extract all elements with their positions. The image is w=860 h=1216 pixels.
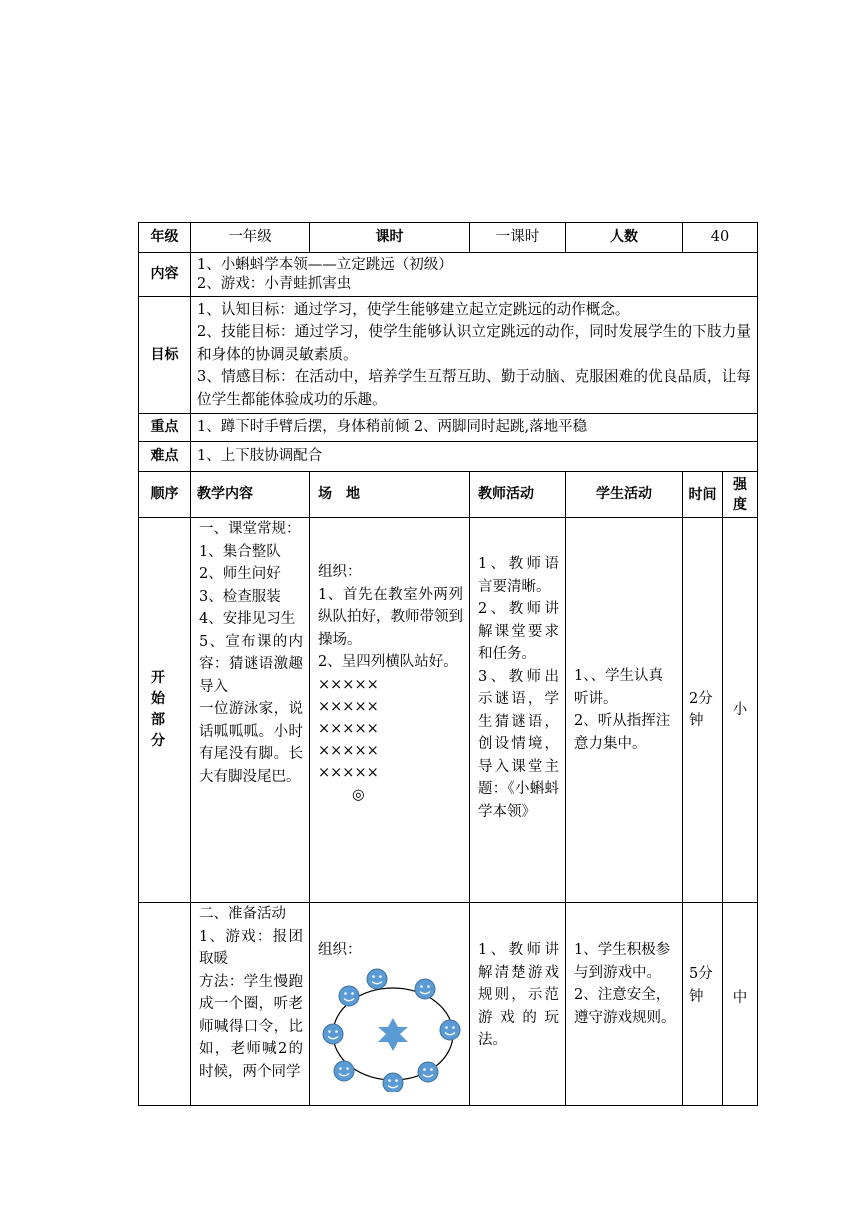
formation-row: ××××× bbox=[318, 764, 379, 781]
s1-content-line: 1、集合整队 bbox=[199, 543, 281, 560]
s2-student-line: 2、注意安全，遵守游戏规则。 bbox=[574, 987, 676, 1026]
lesson-plan-table bbox=[138, 222, 758, 1106]
s1-content-line: 2、师生问好 bbox=[199, 566, 281, 582]
col-teacher: 教师活动 bbox=[470, 472, 566, 518]
col-order: 顺序 bbox=[139, 472, 191, 518]
section-warmup-row bbox=[139, 903, 758, 1106]
grade-label: 年级 bbox=[139, 223, 191, 253]
col-venue: 场 地 bbox=[310, 472, 470, 518]
col-student: 学生活动 bbox=[566, 472, 683, 518]
smiley-icon bbox=[418, 1062, 438, 1082]
goal-affective: 3、情感目标：在活动中，培养学生互帮互助、勤于动脑、克服困难的优良品质，让每位学生都能体验成功的乐趣。 bbox=[197, 368, 752, 408]
section-start-teacher bbox=[470, 518, 566, 903]
goal-skill: 2、技能目标：通过学习，使学生能够认识立定跳远的动作，同时发展学生的下肢力量和身体的协调灵敏素质。 bbox=[197, 323, 752, 363]
section-start-intensity: 小 bbox=[723, 518, 758, 903]
s1-content-line: 4、安排见习生 bbox=[199, 611, 296, 627]
section-warmup-student bbox=[566, 903, 683, 1106]
s2-content-line: 二、准备活动 bbox=[199, 906, 286, 922]
difficulties-label: 难点 bbox=[139, 442, 191, 472]
s2-teacher-line: 1、教师讲解清楚游戏规则，示范游戏的玩法。 bbox=[478, 942, 559, 1048]
content-row bbox=[139, 253, 758, 297]
difficulties-row bbox=[139, 442, 758, 472]
section-start-row bbox=[139, 518, 758, 903]
period-value: 一课时 bbox=[470, 223, 566, 253]
smiley-icon bbox=[415, 979, 435, 999]
s1-content-line: 一、课堂常规： bbox=[199, 521, 301, 537]
smiley-icon bbox=[323, 1024, 343, 1044]
smiley-icon bbox=[383, 1073, 403, 1092]
warmup-circle-diagram bbox=[316, 962, 466, 1092]
s1-teacher-line: 1、教师语言要清晰。 bbox=[478, 556, 559, 595]
col-intensity: 强度 bbox=[723, 472, 758, 518]
star-icon bbox=[378, 1018, 408, 1051]
section-warmup-intensity: 中 bbox=[723, 903, 758, 1106]
col-content: 教学内容 bbox=[191, 472, 310, 518]
column-header-row bbox=[139, 472, 758, 518]
formation-row: ××××× bbox=[318, 676, 379, 693]
section-start-student bbox=[566, 518, 683, 903]
s1-content-line: 5、宣布课的内容：猜谜语激趣导入 bbox=[199, 633, 303, 695]
s1-venue-line: 1、首先在教室外两列纵队拍好，教师带领到操场。 bbox=[318, 586, 463, 648]
s1-student-line: 1、、学生认真听讲。 bbox=[574, 668, 663, 707]
goals-label: 目标 bbox=[139, 297, 191, 414]
section-warmup-teacher bbox=[470, 903, 566, 1106]
content-line-2: 2、游戏：小青蛙抓害虫 bbox=[197, 275, 352, 292]
period-label: 课时 bbox=[310, 223, 470, 253]
section-start-venue bbox=[310, 518, 470, 903]
formation-row: ××××× bbox=[318, 698, 379, 715]
smiley-icon bbox=[339, 986, 359, 1006]
teacher-position-icon: ◎ bbox=[352, 786, 365, 803]
s1-venue-line: 2、呈四列横队站好。 bbox=[318, 654, 458, 670]
section-warmup-venue bbox=[310, 903, 470, 1106]
smiley-icon bbox=[334, 1061, 354, 1081]
formation-row: ××××× bbox=[318, 742, 379, 759]
key-points-row bbox=[139, 414, 758, 442]
key-points-text: 1、蹲下时手臂后摆，身体稍前倾 2、两脚同时起跳,落地平稳 bbox=[191, 414, 758, 442]
content-text bbox=[191, 253, 758, 297]
grade-value: 一年级 bbox=[191, 223, 310, 253]
formation-grid bbox=[318, 674, 463, 806]
s2-venue-line: 组织： bbox=[318, 942, 362, 958]
s1-venue-line: 组织： bbox=[318, 564, 362, 580]
formation-row: ××××× bbox=[318, 720, 379, 737]
section-warmup-content bbox=[191, 903, 310, 1106]
count-value: 40 bbox=[683, 223, 758, 253]
content-line-1: 1、小蝌蚪学本领——立定跳远（初级） bbox=[197, 256, 453, 273]
count-label: 人数 bbox=[566, 223, 683, 253]
difficulties-text: 1、上下肢协调配合 bbox=[191, 442, 758, 472]
key-points-label: 重点 bbox=[139, 414, 191, 442]
s1-content-line: 一位游泳家，说话呱呱呱。小时有尾没有脚。长大有脚没尾巴。 bbox=[199, 701, 303, 785]
s1-teacher-line: 2、教师讲解课堂要求和任务。 bbox=[478, 601, 559, 662]
goal-cognitive: 1、认知目标：通过学习，使学生能够建立起立定跳远的动作概念。 bbox=[197, 300, 630, 318]
s1-content-line: 3、检查服装 bbox=[199, 588, 281, 605]
s1-student-line: 2、听从指挥注意力集中。 bbox=[574, 713, 671, 752]
smiley-icon bbox=[367, 969, 387, 989]
s2-content-line: 1、游戏：报团取暖 bbox=[199, 928, 303, 967]
section-start-content bbox=[191, 518, 310, 903]
goals-row bbox=[139, 297, 758, 414]
smiley-icon bbox=[440, 1020, 460, 1040]
s2-student-line: 1、学生积极参与到游戏中。 bbox=[574, 942, 671, 981]
section-warmup-label bbox=[139, 903, 191, 1106]
header-row bbox=[139, 223, 758, 253]
goals-text bbox=[191, 297, 758, 414]
section-start-label: 开始部分 bbox=[139, 518, 191, 903]
section-start-time: 2分钟 bbox=[683, 518, 723, 903]
section-warmup-time: 5分钟 bbox=[683, 903, 723, 1106]
s1-teacher-line: 3、教师出示谜语，学生猜谜语，创设情境，导入课堂主题：《小蝌蚪学本领》 bbox=[478, 668, 559, 820]
col-time: 时间 bbox=[683, 472, 723, 518]
content-label: 内容 bbox=[139, 253, 191, 297]
s2-content-line: 方法：学生慢跑成一个圈，听老师喊得口令，比如，老师喊2的时候，两个同学 bbox=[199, 973, 303, 1080]
